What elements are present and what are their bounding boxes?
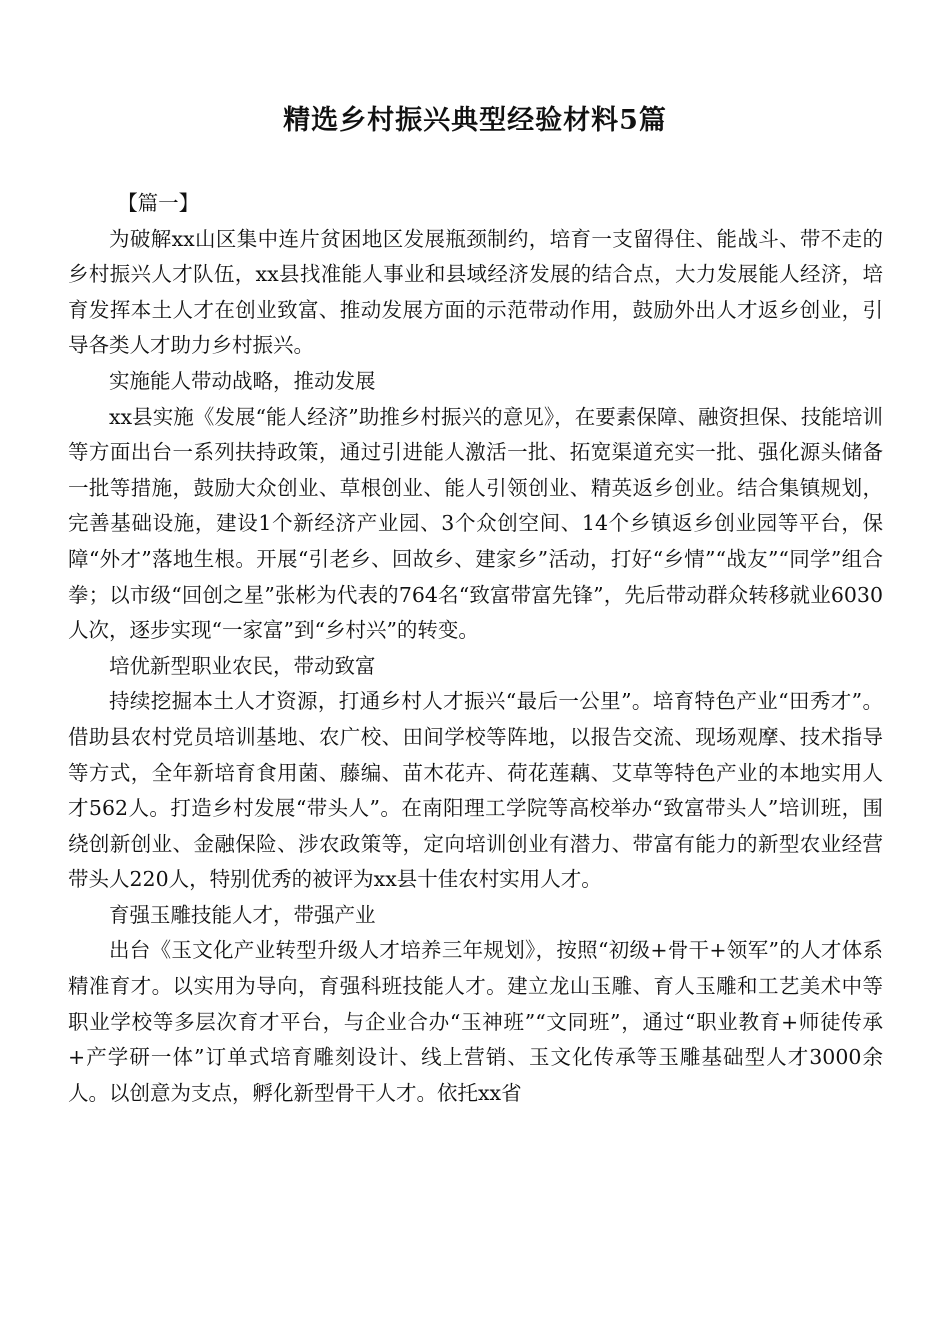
document-title: 精选乡村振兴典型经验材料5篇 bbox=[283, 105, 667, 136]
body-paragraph: 出台《玉文化产业转型升级人才培养三年规划》，按照“初级+骨干+领军”的人才体系精准育才。以实用为导向，育强科班技能人才。建立龙山玉雕、育人玉雕和工艺美术中等职业学校等多层次育才平台，与企业合办“玉神班”“文同班”，通过“职业教育+师徒传承+产学研一体”订单式培育雕刻设计、线上营销、玉文化传承等玉雕基础型人才3000余人。以创意为支点，孵化新型骨干人才。依托xx省 bbox=[68, 938, 883, 1105]
body-paragraph: xx县实施《发展“能人经济”助推乡村振兴的意见》，在要素保障、融资担保、技能培训等方面出台一系列扶持政策，通过引进能人激活一批、拓宽渠道充实一批、强化源头储备一批等措施，鼓励大众创业、草根创业、能人引领创业、精英返乡创业。结合集镇规划，完善基础设施，建设1个新经济产业园、3个众创空间、14个乡镇返乡创业园等平台，保障“外才”落地生根。开展“引老乡、回故乡、建家乡”活动，打好“乡情”“战友”“同学”组合拳；以市级“回创之星”张彬为代表的764名“致富带富先锋”，先后带动群众转移就业6030人次，逐步实现“一家富”到“乡村兴”的转变。 bbox=[68, 404, 883, 643]
subheading: 育强玉雕技能人才，带强产业 bbox=[109, 902, 376, 927]
body-paragraph: 为破解xx山区集中连片贫困地区发展瓶颈制约，培育一支留得住、能战斗、带不走的乡村振兴人才队伍，xx县找准能人事业和县域经济发展的结合点，大力发展能人经济，培育发挥本土人才在创业致富、推动发展方面的示范带动作用，鼓励外出人才返乡创业，引导各类人才助力乡村振兴。 bbox=[68, 226, 883, 358]
document-body bbox=[68, 186, 883, 1111]
body-paragraph: 持续挖掘本土人才资源，打通乡村人才振兴“最后一公里”。培育特色产业“田秀才”。借助县农村党员培训基地、农广校、田间学校等阵地，以报告交流、现场观摩、技术指导等方式，全年新培育食用菌、藤编、苗木花卉、荷花莲藕、艾草等特色产业的本地实用人才562人。打造乡村发展“带头人”。在南阳理工学院等高校举办“致富带头人”培训班，围绕创新创业、金融保险、涉农政策等，定向培训创业有潜力、带富有能力的新型农业经营带头人220人，特别优秀的被评为xx县十佳农村实用人才。 bbox=[68, 689, 883, 892]
subheading: 培优新型职业农民，带动致富 bbox=[109, 653, 376, 678]
subheading: 实施能人带动战略，推动发展 bbox=[109, 368, 376, 393]
section-label: 【篇一】 bbox=[117, 191, 200, 215]
